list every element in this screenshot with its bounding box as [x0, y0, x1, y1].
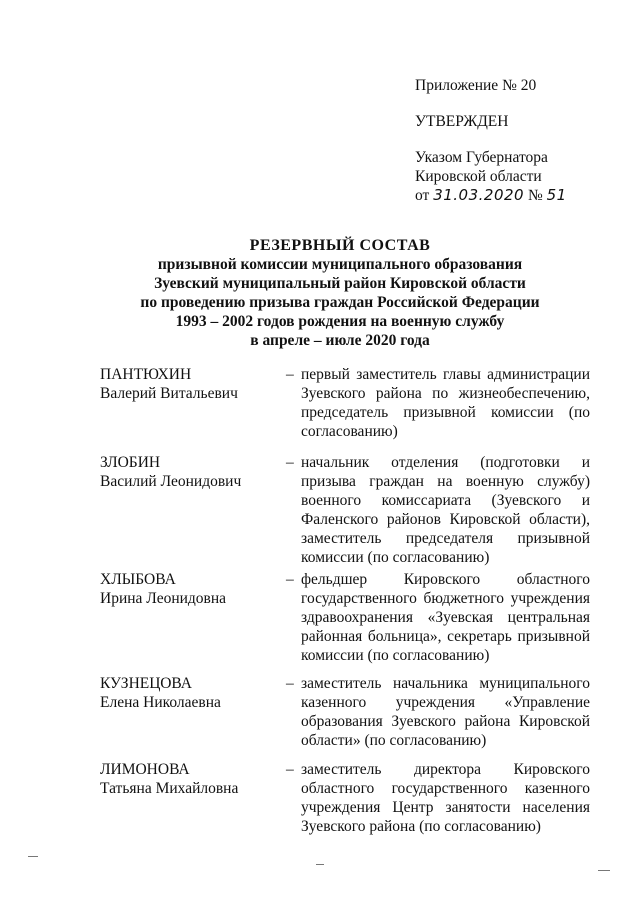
- member-description: заместитель начальника муниципального казенного учреждения «Управление образования Зуевского района Кировской области» (по согласованию): [301, 675, 590, 749]
- approval-block: [415, 76, 615, 205]
- scan-speck: [316, 864, 324, 865]
- member-surname: ХЛЫБОВА: [100, 571, 176, 588]
- approved-label: УТВЕРЖДЕН: [415, 113, 509, 130]
- member-given-name: Елена Николаевна: [100, 694, 221, 711]
- member-description: первый заместитель главы администрации Зуевского района по жизнеобеспечению, председатель призывной комиссии (по согласованию): [301, 366, 590, 440]
- decree-label: Указом Губернатора: [415, 149, 548, 166]
- member-description: фельдшер Кировского областного государственного бюджетного учреждения здравоохранения «Зуевская центральная районная больница», секретарь призывной комиссии (по согласованию): [301, 571, 590, 664]
- member-given-name: Татьяна Михайловна: [100, 780, 239, 797]
- member-surname: КУЗНЕЦОВА: [100, 675, 192, 692]
- appendix-label: Приложение № 20: [415, 77, 537, 94]
- member-surname: ЛИМОНОВА: [100, 761, 190, 778]
- member-given-name: Ирина Леонидовна: [100, 590, 227, 607]
- member-given-name: Валерий Витальевич: [100, 385, 238, 402]
- member-dash: –: [286, 366, 294, 383]
- member-description: заместитель директора Кировского областного государственного казенного учреждения Центр занятости населения Зуевского района (по согласованию): [301, 761, 590, 835]
- member-surname: ЗЛОБИН: [100, 454, 161, 471]
- scan-speck: [598, 870, 610, 871]
- member-given-name: Василий Леонидович: [100, 473, 242, 490]
- member-name: [100, 674, 280, 712]
- member-dash: –: [286, 675, 294, 692]
- title-line: в апреле – июле 2020 года: [250, 332, 430, 349]
- number-label: №: [527, 187, 543, 204]
- member-name: [100, 760, 280, 798]
- document-title: [60, 236, 620, 350]
- member-name: [100, 453, 280, 491]
- member-name: [100, 570, 280, 608]
- member-dash: –: [286, 761, 294, 778]
- title-line: 1993 – 2002 годов рождения на военную службу: [175, 313, 505, 330]
- title-line: по проведению призыва граждан Российской Федерации: [140, 294, 540, 311]
- decree-number: 51: [546, 186, 567, 204]
- member-description: начальник отделения (подготовки и призыва граждан на военную службу) военного комиссариата (Зуевского и Фаленского районов Кировской области), заместитель председателя призывной комиссии (по согласованию): [301, 454, 590, 566]
- decree-date: 31.03.2020: [433, 186, 525, 204]
- title-main: РЕЗЕРВНЫЙ СОСТАВ: [249, 237, 431, 254]
- member-dash: –: [286, 571, 294, 588]
- scan-speck: [28, 856, 38, 857]
- scan-specks: [0, 852, 640, 882]
- region-label: Кировской области: [415, 168, 542, 185]
- member-name: [100, 365, 280, 403]
- member-dash: –: [286, 454, 294, 471]
- title-line: призывной комиссии муниципального образования: [157, 256, 523, 273]
- title-line: Зуевский муниципальный район Кировской области: [154, 275, 526, 292]
- member-surname: ПАНТЮХИН: [100, 366, 192, 383]
- decree-date-line: [415, 186, 615, 205]
- from-label: от: [415, 187, 430, 204]
